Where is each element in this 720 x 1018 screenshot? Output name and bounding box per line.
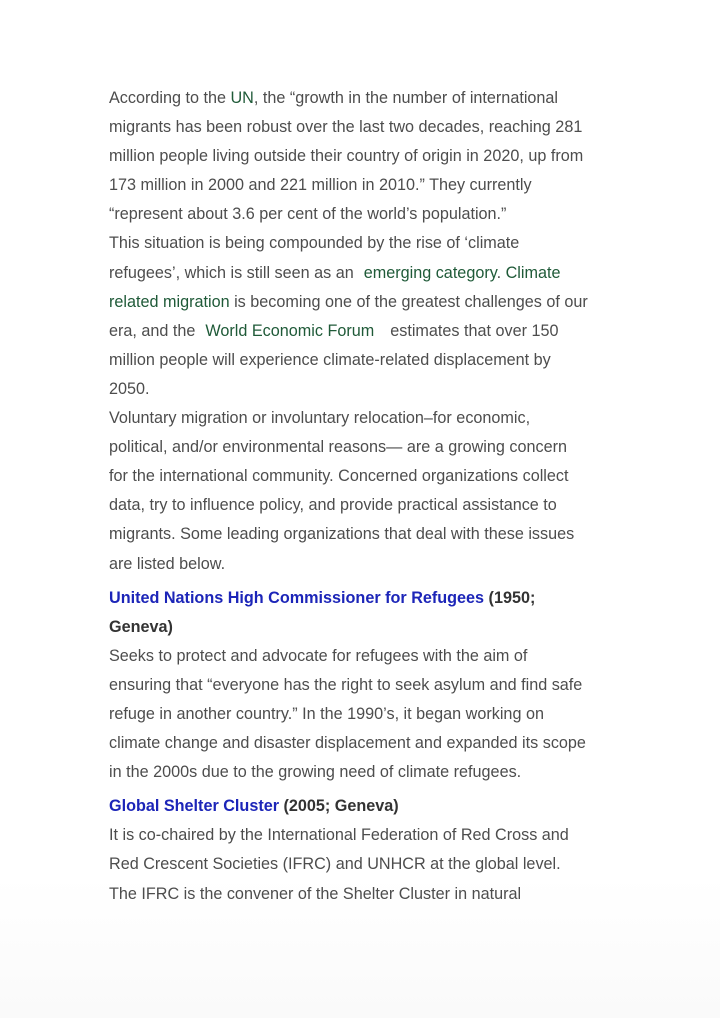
climate-line	[109, 288, 629, 317]
intro-line: “represent about 3.6 per cent of the world’s population.”	[109, 205, 507, 224]
unhcr-line: ensuring that “everyone has the right to seek asylum and find safe	[109, 675, 583, 694]
unhcr-heading-line	[109, 584, 629, 613]
unhcr-description	[109, 642, 629, 787]
gsc-description	[109, 821, 629, 908]
intro-text: , the “growth in the number of international	[253, 89, 559, 107]
unhcr-heading-line: Geneva)	[109, 617, 173, 636]
unhcr-line: in the 2000s due to the growing need of climate refugees.	[109, 763, 522, 782]
voluntary-line: political, and/or environmental reasons— are a growing concern	[109, 438, 567, 457]
climate-line	[109, 259, 629, 288]
voluntary-paragraph	[109, 404, 629, 579]
climate-text: era, and the	[109, 321, 196, 340]
voluntary-line: are listed below.	[109, 554, 226, 573]
climate-text: .	[496, 263, 506, 282]
voluntary-line: for the international community. Concerned organizations collect	[109, 467, 569, 486]
climate-text: estimates that over 150	[390, 321, 559, 340]
unhcr-line: refuge in another country.” In the 1990’s, it began working on	[109, 704, 544, 723]
intro-line: migrants has been robust over the last two decades, reaching 281	[109, 118, 583, 137]
document-body	[109, 84, 629, 909]
climate-text: refugees’, which is still seen as an	[109, 263, 354, 282]
intro-text: According to the	[109, 89, 231, 107]
gsc-meta: (2005; Geneva)	[279, 797, 399, 816]
un-link[interactable]: UN	[230, 89, 254, 107]
gsc-line: The IFRC is the convener of the Shelter Cluster in natural	[109, 884, 522, 903]
voluntary-line: migrants. Some leading organizations that deal with these issues	[109, 525, 575, 544]
unhcr-meta: (1950;	[484, 588, 536, 607]
climate-line: million people will experience climate-related displacement by	[109, 350, 551, 369]
intro-line	[109, 84, 629, 113]
gsc-heading	[109, 792, 629, 821]
intro-line: 173 million in 2000 and 221 million in 2010.” They currently	[109, 176, 532, 195]
world-economic-forum-link[interactable]: World Economic Forum	[205, 321, 375, 340]
gsc-line: Red Crescent Societies (IFRC) and UNHCR at the global level.	[109, 855, 561, 874]
unhcr-heading	[109, 584, 629, 642]
gsc-line: It is co-chaired by the International Federation of Red Cross and	[109, 826, 569, 845]
gsc-heading-line	[109, 792, 629, 821]
climate-line: 2050.	[109, 379, 150, 398]
unhcr-line: climate change and disaster displacement and expanded its scope	[109, 734, 586, 753]
climate-related-migration-link-cont[interactable]: related migration	[109, 292, 230, 311]
intro-line: million people living outside their country of origin in 2020, up from	[109, 147, 584, 166]
climate-paragraph	[109, 229, 629, 404]
climate-text: is becoming one of the greatest challenges of our	[229, 292, 588, 311]
climate-line	[109, 317, 629, 346]
climate-related-migration-link[interactable]: Climate	[505, 263, 561, 282]
unhcr-line: Seeks to protect and advocate for refugees with the aim of	[109, 646, 528, 665]
global-shelter-cluster-link[interactable]: Global Shelter Cluster	[109, 797, 280, 816]
unhcr-link[interactable]: United Nations High Commissioner for Refugees	[109, 588, 485, 607]
voluntary-line: data, try to influence policy, and provide practical assistance to	[109, 496, 557, 515]
emerging-category-link[interactable]: emerging category	[363, 263, 497, 282]
climate-line: This situation is being compounded by the rise of ‘climate	[109, 234, 520, 253]
intro-paragraph	[109, 84, 629, 229]
voluntary-line: Voluntary migration or involuntary relocation–for economic,	[109, 409, 531, 428]
